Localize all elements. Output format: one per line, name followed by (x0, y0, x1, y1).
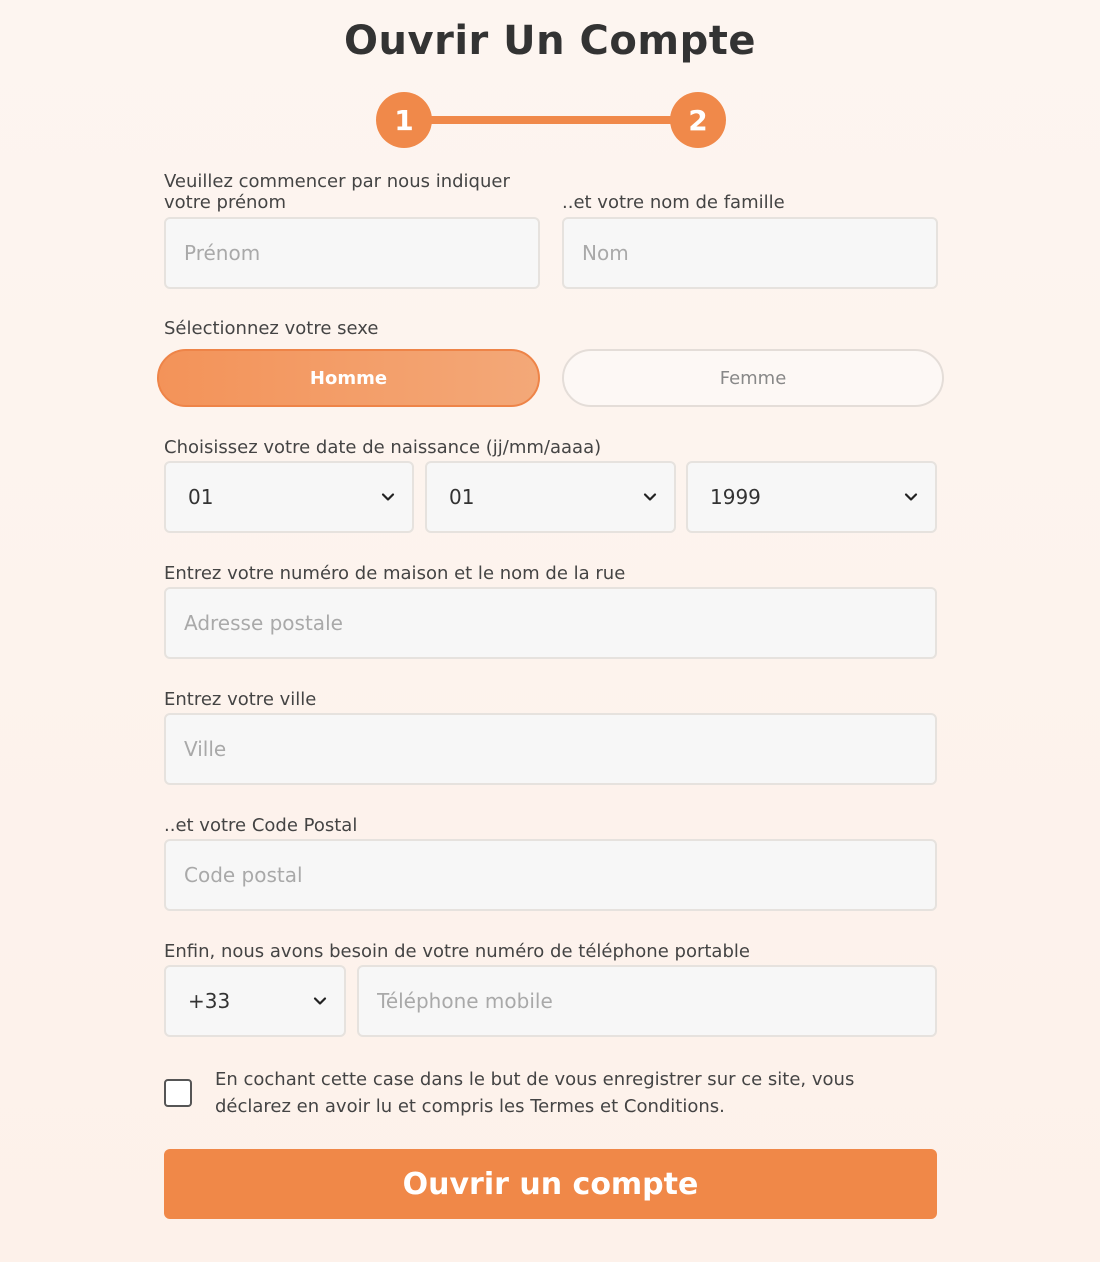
birth-month-value: 01 (449, 485, 475, 509)
gender-male-button[interactable] (157, 349, 540, 407)
address-label: Entrez votre numéro de maison et le nom de la rue (164, 563, 626, 584)
step-progress-line (416, 116, 696, 124)
last-name-label: ..et votre nom de famille (562, 192, 785, 213)
step-indicator (376, 92, 726, 148)
terms-checkbox[interactable] (164, 1079, 192, 1107)
gender-female-button[interactable] (562, 349, 944, 407)
open-account-button[interactable]: Ouvrir un compte (164, 1149, 937, 1219)
phone-label: Enfin, nous avons besoin de votre numéro de téléphone portable (164, 941, 750, 962)
chevron-down-icon (903, 489, 919, 505)
gender-male-label: Homme (309, 367, 388, 389)
postal-code-input[interactable] (164, 839, 937, 911)
address-input[interactable] (164, 587, 937, 659)
step-2-badge: 2 (670, 92, 726, 148)
birthdate-label: Choisissez votre date de naissance (jj/mm/aaaa) (164, 437, 602, 458)
first-name-label: Veuillez commencer par nous indiquer votre prénom (164, 171, 510, 213)
chevron-down-icon (642, 489, 658, 505)
country-code-value: +33 (188, 989, 231, 1013)
birth-year-value: 1999 (710, 485, 761, 509)
country-code-select[interactable] (164, 965, 346, 1037)
gender-female-label: Femme (719, 367, 787, 389)
city-input[interactable] (164, 713, 937, 785)
chevron-down-icon (380, 489, 396, 505)
terms-text: En cochant cette case dans le but de vous enregistrer sur ce site, vous déclarez en avoir lu et compris les Termes et Conditions. (215, 1069, 855, 1117)
page-title: Ouvrir Un Compte (344, 18, 756, 64)
postal-code-label: ..et votre Code Postal (164, 815, 358, 836)
birth-day-value: 01 (188, 485, 214, 509)
first-name-input[interactable] (164, 217, 540, 289)
birth-year-select[interactable] (686, 461, 937, 533)
last-name-input[interactable] (562, 217, 938, 289)
city-label: Entrez votre ville (164, 689, 317, 710)
birth-month-select[interactable] (425, 461, 676, 533)
chevron-down-icon (312, 993, 328, 1009)
step-1-badge: 1 (376, 92, 432, 148)
gender-label: Sélectionnez votre sexe (164, 318, 379, 339)
birth-day-select[interactable] (164, 461, 414, 533)
phone-input[interactable] (357, 965, 937, 1037)
